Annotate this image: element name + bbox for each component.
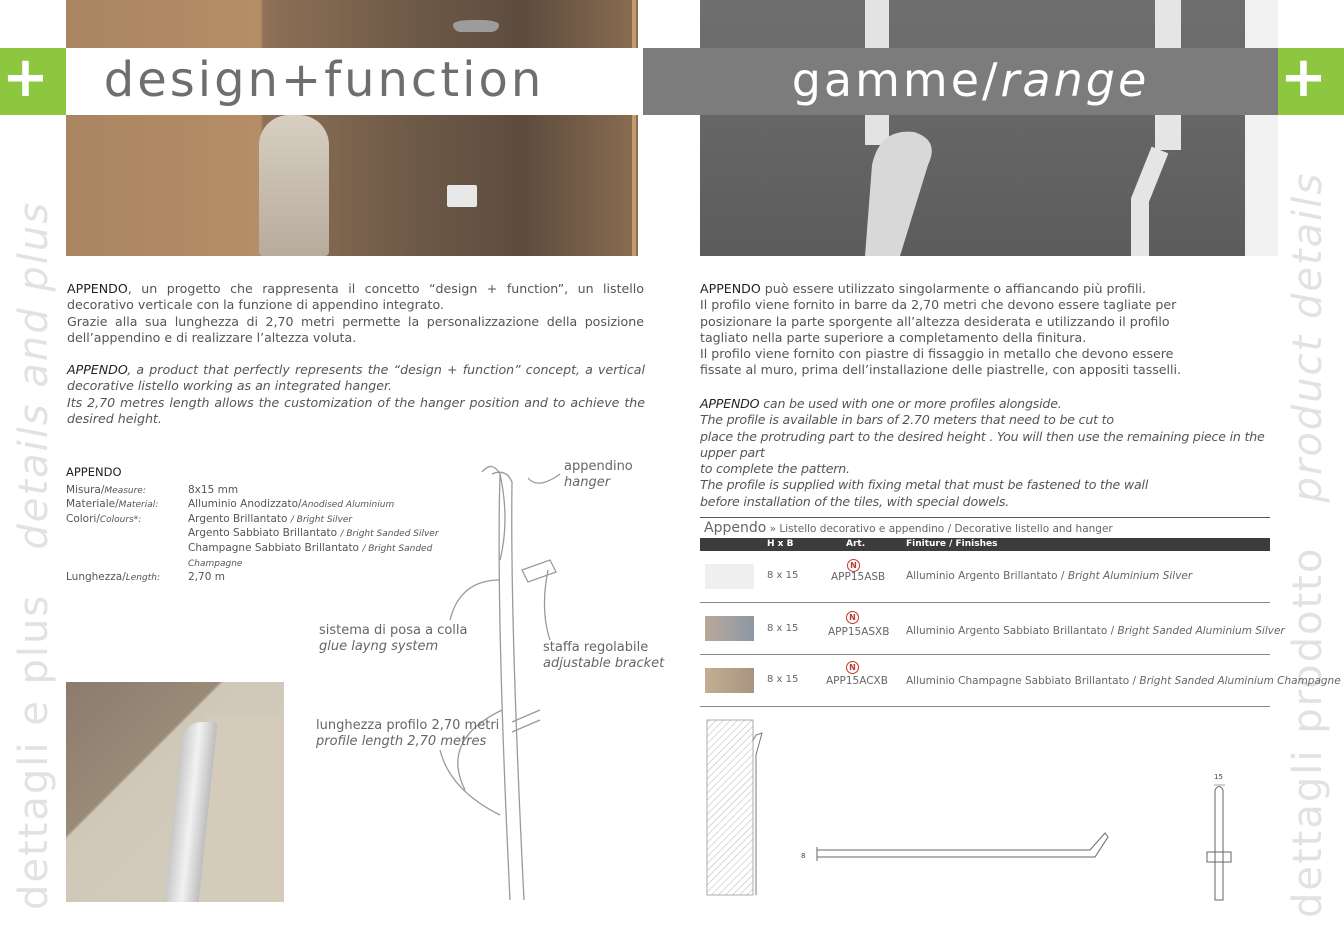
callout-bracket: staffa regolabile adjustable bracket	[543, 640, 665, 671]
page-title-left: design+function	[103, 52, 545, 108]
installed-hook-photo	[66, 682, 284, 902]
technical-drawing	[700, 715, 1270, 905]
tile-image	[206, 716, 284, 902]
spec-list	[66, 466, 486, 586]
new-badge-icon: N	[846, 661, 859, 674]
intro-italian: APPENDO, un progetto che rappresenta il concetto “design + function”, un listello decorativo verticale con la funzione di appendino integrato. Grazie alla sua lunghezza di 2,70 metri permette la personalizzazione della posizione dell’appendino e di realizzare l’altezza voluta.	[67, 281, 644, 345]
callout-glue: sistema di posa a colla glue layng system	[319, 623, 468, 654]
bathroom-photo	[66, 0, 638, 256]
intro-english: APPENDO, a product that perfectly represents the “design + function” concept, a vertical decorative listello working as an integrated hanger. Its 2,70 metres length allows the customization of the hanger position and to achieve the desired height.	[67, 362, 645, 426]
valve-image	[447, 185, 477, 207]
table-title: Appendo » Listello decorativo e appendino / Decorative listello and hanger	[704, 520, 1113, 536]
spec-row: Misura/Measure: 8x15 mm	[66, 483, 239, 496]
page-title-right: gamme/range	[791, 53, 1150, 107]
glass-edge	[632, 0, 636, 256]
callout-hanger: appendino hanger	[564, 459, 633, 490]
header-hxb: H x B	[767, 539, 794, 549]
spec-title: APPENDO	[66, 465, 122, 479]
plus-badge-right: +	[1278, 48, 1344, 115]
table-row: 8 x 15 N APP15ACXB Alluminio Champagne Sabbiato Brillantato / Bright Sanded Aluminium Champagne	[700, 655, 1270, 707]
side-label-right: dettagli prodotto product details	[1285, 171, 1331, 918]
dim-8-label: 8	[801, 852, 806, 860]
new-badge-icon: N	[847, 559, 860, 572]
table-top-rule	[700, 517, 1270, 518]
hanger-sketch	[430, 460, 670, 910]
bathrobe-image	[259, 115, 329, 256]
spec-row: Colori/Colours*: Argento Brillantato / Bright Silver	[66, 512, 353, 525]
table-header	[700, 538, 1270, 551]
shower-head-image	[453, 20, 499, 32]
finish-swatch	[705, 616, 754, 641]
plus-badge-left: +	[0, 48, 66, 115]
finish-swatch	[705, 564, 754, 589]
description-english: APPENDO can be used with one or more profiles alongside. The profile is available in bars of 2.70 meters that need to be cut to place the protruding part to the desired height . You will then use the remaining piece in the upper part to complete the pattern. The profile is supplied with fixing metal that must be fastened to the wall before installation of the tiles, with special dowels.	[700, 396, 1265, 509]
dim-15-label: 15	[1214, 773, 1223, 781]
hook-shapes	[700, 0, 1278, 256]
hooks-photo	[700, 0, 1278, 256]
spec-row: Lunghezza/Length: 2,70 m	[66, 571, 225, 584]
description-italian: APPENDO può essere utilizzato singolarmente o affiancando più profili. Il profilo viene fornito in barre da 2,70 metri che devono essere tagliate per posizionare la parte sporgente all’altezza desiderata e utilizzando il profilo tagliato nella parte superiore a completamento della finitura. Il profilo viene fornito con piastre di fissaggio in metallo che devono essere fissate al muro, prima dell’installazione delle piastrelle, con appositi tasselli.	[700, 281, 1182, 378]
table-row: 8 x 15 N APP15ASXB Alluminio Argento Sabbiato Brillantato / Bright Sanded Aluminium Silver	[700, 603, 1270, 655]
finish-swatch	[705, 668, 754, 693]
spec-row: Materiale/Material: Alluminio Anodizzato/Anodised Aluminium	[66, 498, 395, 511]
side-label-left: dettagli e plus details and plus	[11, 200, 57, 910]
spec-row: Champagne Sabbiato Brillantato / Bright Sanded Champagne	[188, 541, 433, 569]
header-art: Art.	[846, 539, 866, 549]
spec-row: Argento Sabbiato Brillantato / Bright Sanded Silver	[188, 527, 439, 540]
header-finishes: Finiture / Finishes	[906, 539, 998, 549]
table-row: 8 x 15 N APP15ASB Alluminio Argento Brillantato / Bright Aluminium Silver	[700, 551, 1270, 603]
callout-length: lunghezza profilo 2,70 metri profile length 2,70 metres	[316, 718, 500, 749]
new-badge-icon: N	[846, 611, 859, 624]
